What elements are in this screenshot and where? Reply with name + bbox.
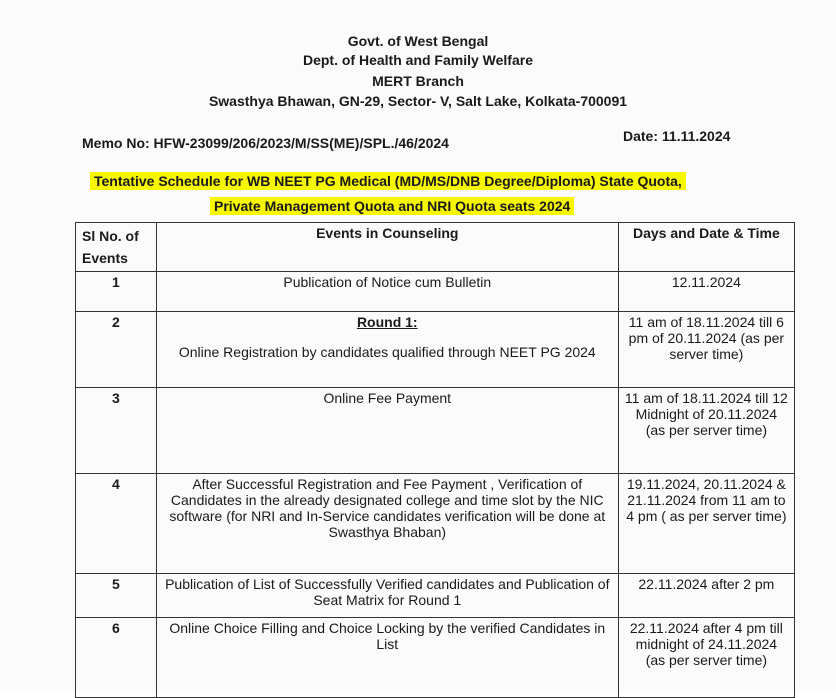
row-sl: 6 (76, 618, 157, 698)
header-events: Events in Counseling (156, 223, 618, 272)
title-line-2: Private Management Quota and NRI Quota seats 2024 (210, 197, 574, 215)
table-row (76, 618, 795, 698)
row-when: 22.11.2024 after 4 pm till midnight of 24.11.2024 (as per server time) (618, 618, 794, 698)
row-event: Publication of List of Successfully Verified candidates and Publication of Seat Matrix for Round 1 (156, 574, 618, 618)
row-sl: 3 (76, 388, 157, 474)
row-event: Publication of Notice cum Bulletin (156, 272, 618, 312)
row-event: Online Fee Payment (156, 388, 618, 474)
table-row (76, 312, 795, 388)
row-event: After Successful Registration and Fee Payment , Verification of Candidates in the already designated college and time slot by the NIC software (for NRI and In-Service candidates verification will be done at Swasthya Bhaban) (156, 474, 618, 574)
row-sl: 5 (76, 574, 157, 618)
memo-number: Memo No: HFW-23099/206/2023/M/SS(ME)/SPL./46/2024 (82, 135, 449, 151)
row-sl: 2 (76, 312, 157, 388)
row-when: 22.11.2024 after 2 pm (618, 574, 794, 618)
row-sl: 1 (76, 272, 157, 312)
table-header-row (76, 223, 795, 272)
table-row (76, 474, 795, 574)
header-date-time: Days and Date & Time (618, 223, 794, 272)
header-address: Swasthya Bhawan, GN-29, Sector- V, Salt Lake, Kolkata-700091 (208, 93, 628, 109)
title-line-1: Tentative Schedule for WB NEET PG Medical (MD/MS/DNB Degree/Diploma) State Quota, (90, 172, 686, 190)
memo-date: Date: 11.11.2024 (623, 128, 731, 144)
row-event-cell (156, 312, 618, 388)
header-govt: Govt. of West Bengal (347, 33, 489, 49)
row-event: Online Registration by candidates qualified through NEET PG 2024 (178, 344, 596, 360)
header-dept: Dept. of Health and Family Welfare (302, 52, 533, 68)
round-heading: Round 1: (356, 314, 418, 330)
row-when: 19.11.2024, 20.11.2024 & 21.11.2024 from 11 am to 4 pm ( as per server time) (618, 474, 794, 574)
table-row (76, 574, 795, 618)
header-sl-no: Sl No. of Events (76, 223, 157, 272)
row-when: 12.11.2024 (618, 272, 794, 312)
row-event: Online Choice Filling and Choice Locking by the verified Candidates in List (156, 618, 618, 698)
row-when: 11 am of 18.11.2024 till 6 pm of 20.11.2024 (as per server time) (618, 312, 794, 388)
table-row (76, 388, 795, 474)
header-branch: MERT Branch (372, 73, 464, 89)
table-row (76, 272, 795, 312)
row-sl: 4 (76, 474, 157, 574)
row-when: 11 am of 18.11.2024 till 12 Midnight of 20.11.2024 (as per server time) (618, 388, 794, 474)
schedule-table (75, 222, 795, 698)
